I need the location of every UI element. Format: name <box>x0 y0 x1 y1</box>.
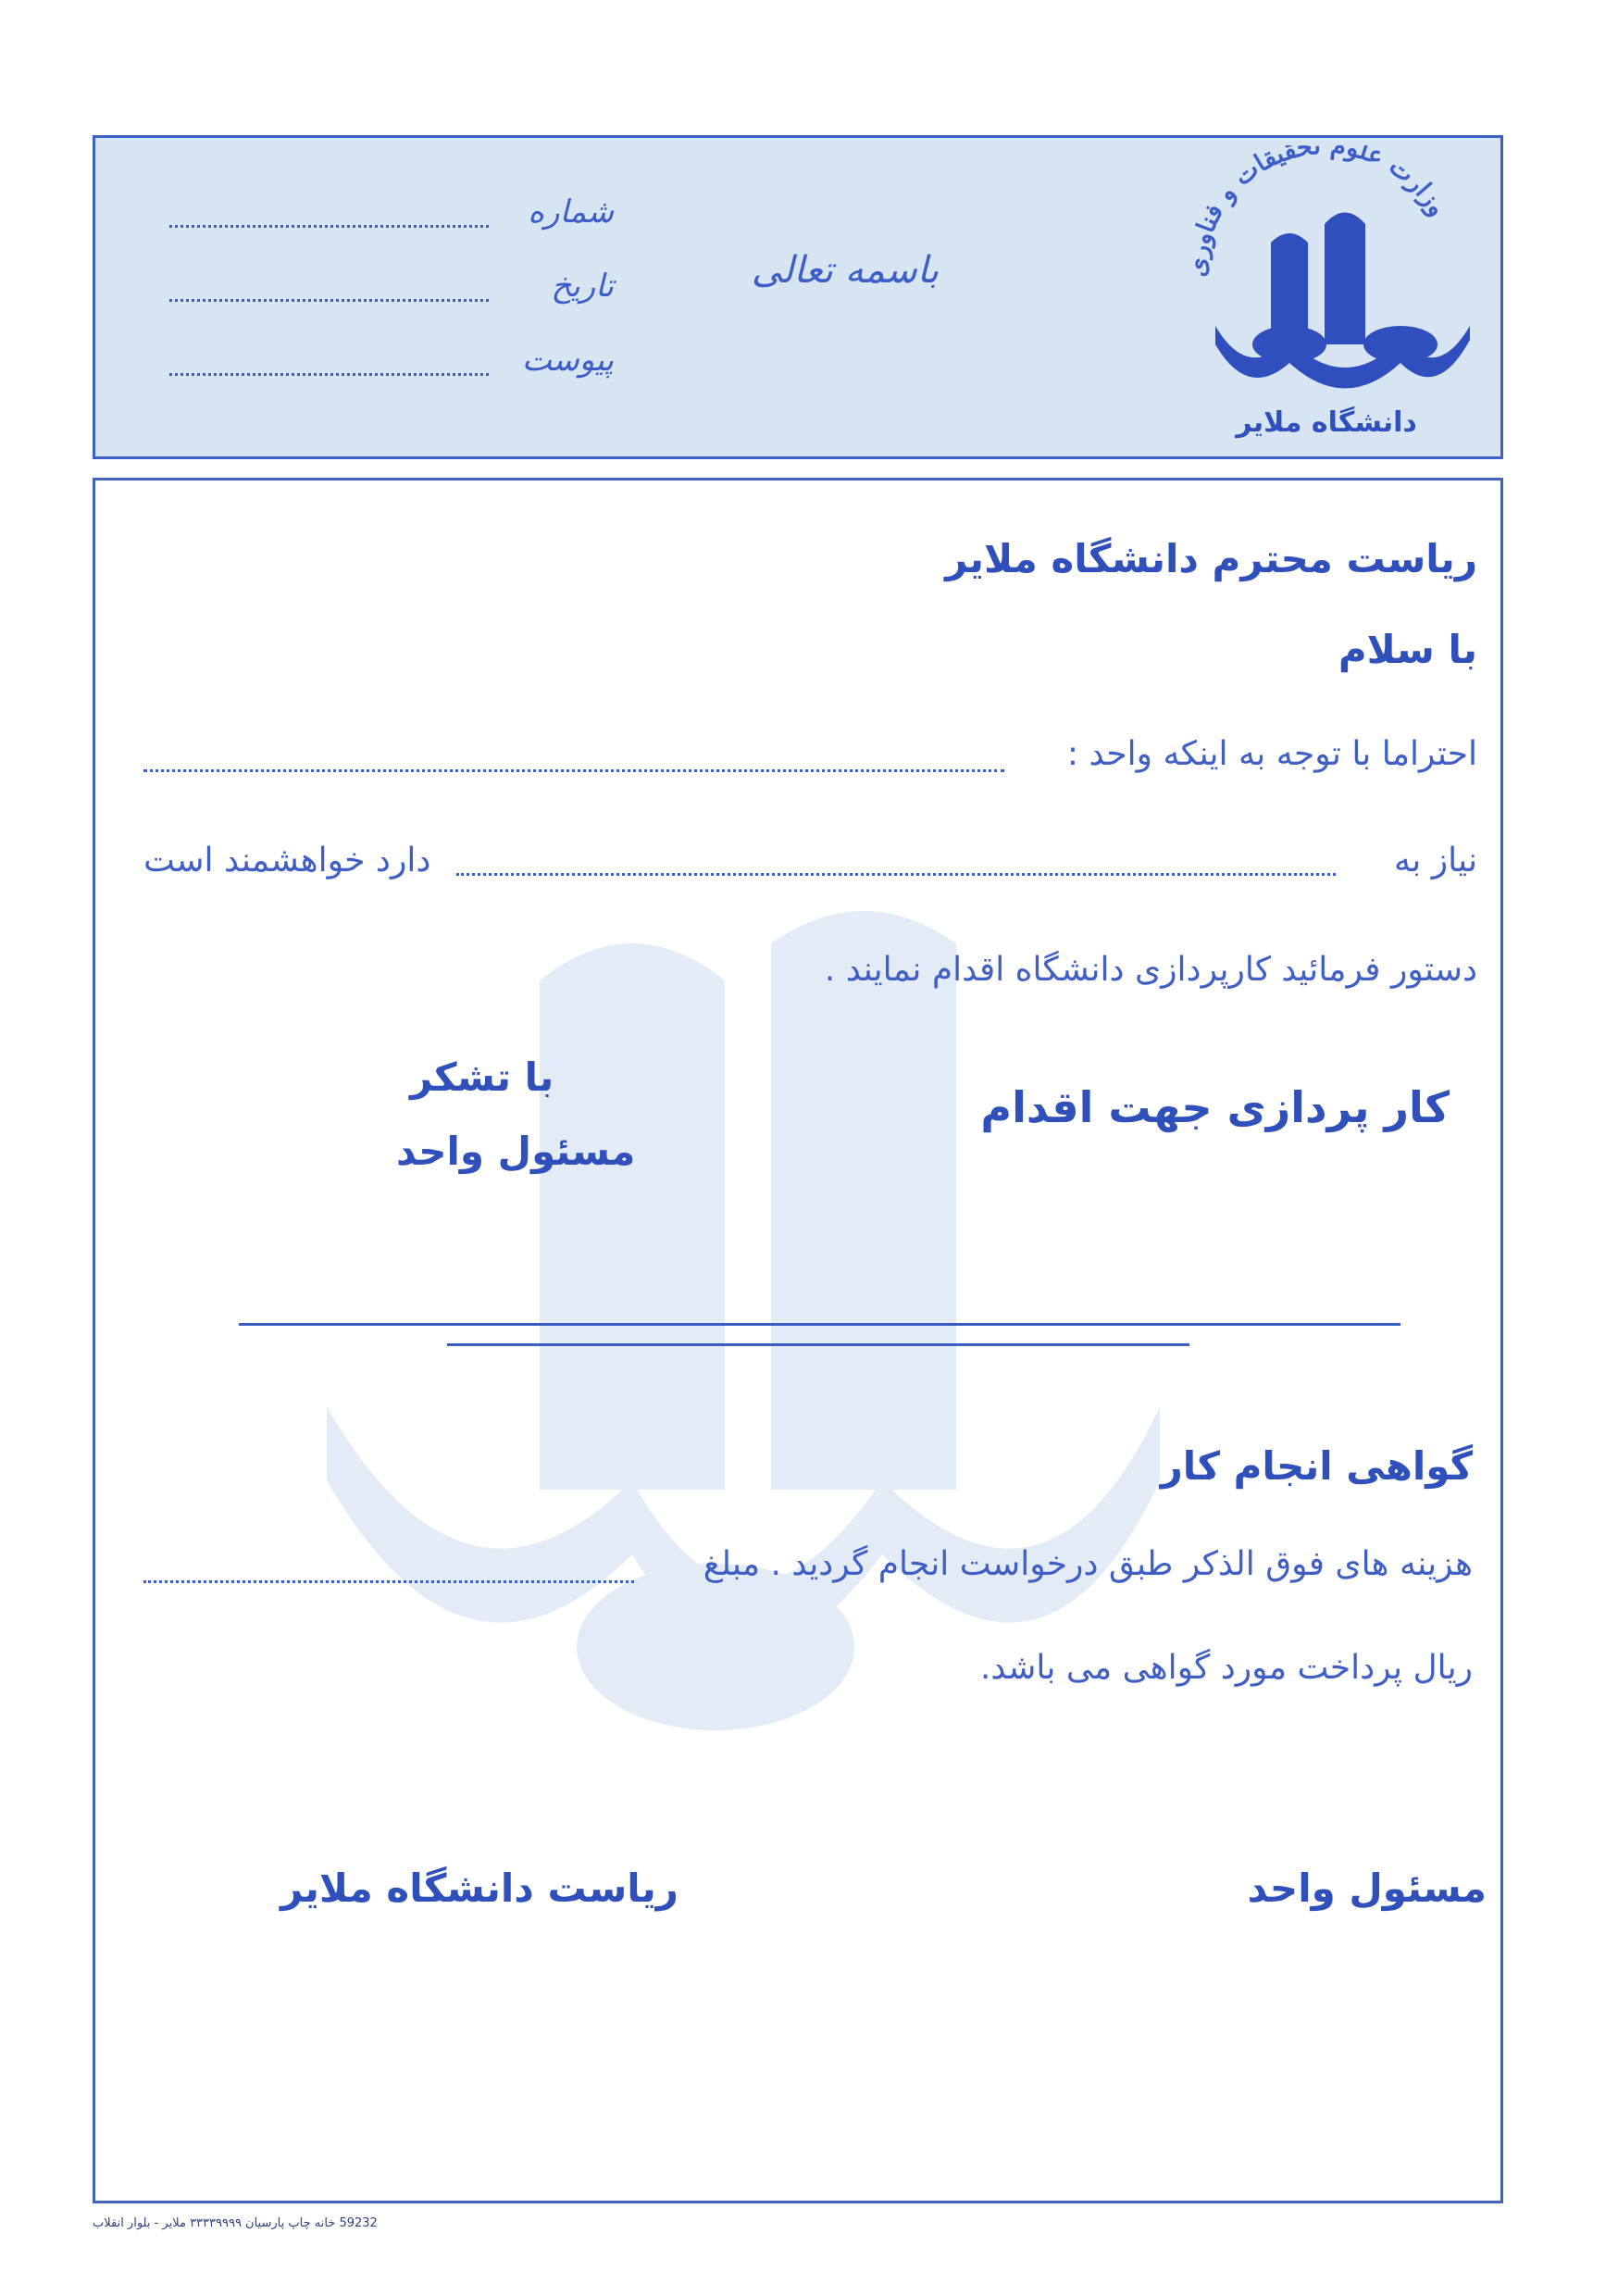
letter-date-field <box>169 268 614 314</box>
attachment-label: پیوست <box>521 342 614 379</box>
certificate-line-2: ریال پرداخت مورد گواهی می باشد. <box>979 1649 1473 1687</box>
letter-date-label: تاریخ <box>551 268 614 305</box>
letter-number-field <box>169 193 614 240</box>
university-logo <box>1160 145 1475 451</box>
divider-short <box>447 1343 1189 1346</box>
ministry-arc-text: وزارت علوم تحقیقات و فناوری <box>1183 145 1452 279</box>
attachment-dots[interactable] <box>169 373 489 376</box>
need-description-blank[interactable] <box>456 873 1336 876</box>
letter-number-label: شماره <box>528 193 614 231</box>
letter-body <box>93 478 1503 2203</box>
request-line-1: احتراما با توجه به اینکه واحد : <box>1066 735 1477 773</box>
unit-head-signature: مسئول واحد <box>396 1129 636 1174</box>
invocation-text: باسمه تعالی <box>751 249 940 292</box>
request-line-3: دستور فرمائید کارپردازی دانشگاه اقدام نمایند . <box>824 951 1477 989</box>
divider-long <box>239 1323 1400 1326</box>
attachment-field <box>169 342 614 388</box>
svg-text:وزارت علوم تحقیقات و فناوری <box>1183 145 1451 278</box>
addressee: ریاست محترم دانشگاه ملایر <box>945 536 1477 581</box>
watermark-emblem-icon <box>327 888 1160 1740</box>
certificate-line-1: هزینه های فوق الذکر طبق درخواست انجام گردید . مبلغ <box>703 1545 1473 1583</box>
printer-footer-note: 59232 خانه چاپ پارسیان ۳۳۳۳۹۹۹۹ ملایر - بلوار انقلاب <box>93 2216 378 2230</box>
letterhead-header <box>93 135 1503 459</box>
university-emblem-icon <box>1160 145 1475 451</box>
procurement-action: کار پردازی جهت اقدام <box>980 1082 1450 1132</box>
request-line-2-end: دارد خواهشمند است <box>143 842 431 880</box>
greeting: با سلام <box>1338 627 1477 672</box>
request-line-2-start: نیاز به <box>1394 842 1477 880</box>
signature-university-president: ریاست دانشگاه ملایر <box>280 1866 678 1911</box>
thanks-text: با تشکر <box>410 1054 554 1100</box>
amount-blank[interactable] <box>143 1580 634 1583</box>
letter-date-dots[interactable] <box>169 299 489 302</box>
work-certificate-title: گواهی انجام کار <box>1160 1443 1473 1489</box>
letter-number-dots[interactable] <box>169 225 489 228</box>
unit-name-blank[interactable] <box>143 769 1004 772</box>
university-logo-label: دانشگاه ملایر <box>1236 406 1417 439</box>
signature-unit-head: مسئول واحد <box>1247 1866 1487 1911</box>
